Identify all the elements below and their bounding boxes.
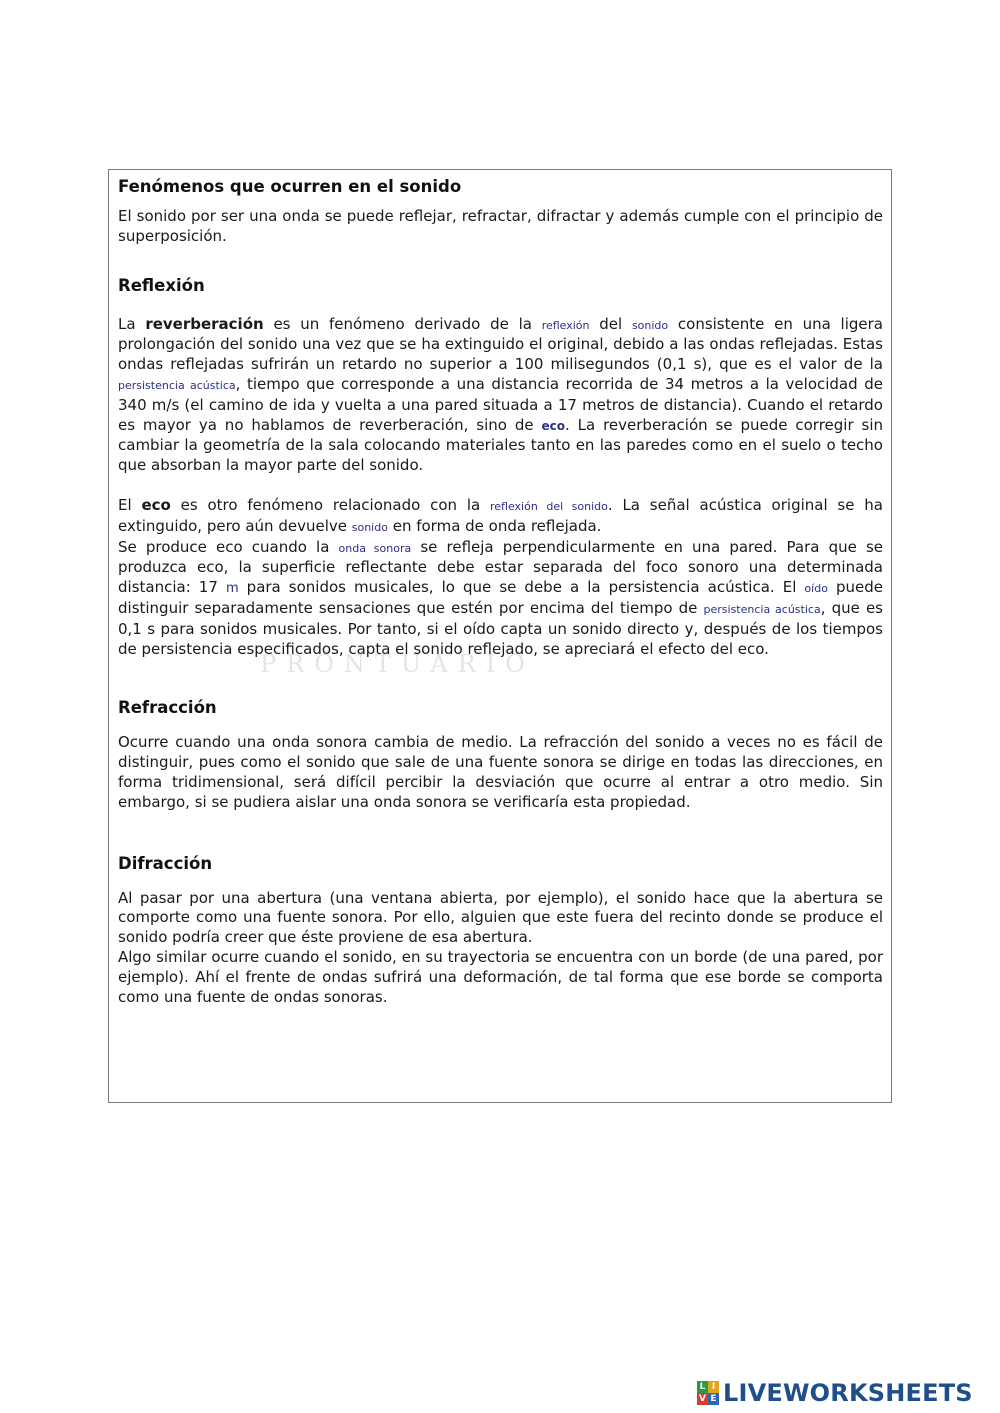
link-oido[interactable]: oído <box>804 582 828 596</box>
liveworksheets-icon <box>697 1381 719 1405</box>
text-span: El <box>118 495 142 514</box>
reflexion-paragraph-2 <box>118 496 883 538</box>
document-box <box>108 169 892 1103</box>
text-span: La <box>118 314 146 333</box>
text-span: consistente en una ligera prolongación del sonido una vez que se ha extinguido el original, debido a las ondas reflejadas. Estas ondas reflejadas sufrirán un retardo no superior a 100 milisegundos (0,1 s), que es el valor de la <box>118 314 883 374</box>
link-m[interactable]: m <box>225 581 239 597</box>
link-persistencia-acustica[interactable]: persistencia acústica <box>118 378 236 392</box>
link-reflexion-del-sonido[interactable]: reflexión del sonido <box>489 499 608 513</box>
difraccion-paragraph-1: Al pasar por una abertura (una ventana abierta, por ejemplo), el sonido hace que la abertura se comporte como una fuente sonora. Por ello, alguien que este fuera del recinto donde se produce el sonido podría creer que éste proviene de esa abertura. <box>118 888 883 947</box>
text-span: . La señal acústica original se ha extinguido, pero aún devuelve <box>118 495 883 535</box>
logo-letter-i: I <box>708 1381 719 1393</box>
heading-refraccion: Refracción <box>118 698 217 718</box>
liveworksheets-logo[interactable] <box>697 1378 973 1408</box>
link-eco[interactable]: eco <box>541 418 565 433</box>
text-span: Se produce eco cuando la <box>118 537 339 556</box>
link-reflexion[interactable]: reflexión <box>541 318 590 332</box>
text-span: se refleja perpendicularmente en una pared. Para que se produzca eco, la superficie reflectante debe estar separada del foco sonoro una determinada distancia: 17 <box>118 537 883 597</box>
reflexion-paragraph-3 <box>118 538 883 660</box>
text-span: es otro fenómeno relacionado con la <box>170 495 490 514</box>
text-span: en forma de onda reflejada. <box>387 516 602 535</box>
text-span: del <box>589 314 632 333</box>
heading-difraccion: Difracción <box>118 853 213 873</box>
text-span: para sonidos musicales, lo que se debe a la persistencia acústica. El <box>238 578 805 597</box>
text-span: puede distinguir separadamente sensaciones que estén por encima del tiempo de <box>118 578 883 617</box>
intro-paragraph: El sonido por ser una onda se puede reflejar, refractar, difractar y además cumple con el principio de superposición. <box>118 207 883 245</box>
logo-letter-l: L <box>697 1381 708 1393</box>
page-title: Fenómenos que ocurren en el sonido <box>118 177 462 196</box>
reflexion-paragraph-1 <box>118 315 883 476</box>
brand-name: LIVEWORKSHEETS <box>723 1379 973 1407</box>
heading-reflexion: Reflexión <box>118 275 205 295</box>
logo-letter-e: E <box>708 1393 719 1405</box>
difraccion-paragraph-2: Algo similar ocurre cuando el sonido, en su trayectoria se encuentra con un borde (de una pared, por ejemplo). Ahí el frente de ondas sufrirá una deformación, de tal forma que ese borde se comporta como una fuente de ondas sonoras. <box>118 947 883 1006</box>
link-sonido[interactable]: sonido <box>631 318 669 332</box>
text-span: , tiempo que corresponde a una distancia recorrida de 34 metros a la velocidad de 340 m/s (el camino de ida y vuelta a una pared situada a 17 metros de distancia). Cuando el retardo es mayor ya no hablamos de reverberación, sino de <box>118 374 883 434</box>
link-onda-sonora[interactable]: onda sonora <box>338 541 412 555</box>
text-span: . La reverberación se puede corregir sin cambiar la geometría de la sala colocando materiales tanto en las paredes como en el suelo o techo que absorban la mayor parte del sonido. <box>118 415 883 475</box>
refraccion-paragraph: Ocurre cuando una onda sonora cambia de medio. La refracción del sonido a veces no es fácil de distinguir, pues como el sonido que sale de una fuente sonora se dirige en todas las direcciones, en forma tridimensional, será difícil percibir la desviación que ocurre al entrar a otro medio. Sin embargo, si se pudiera aislar una onda sonora se verificaría esta propiedad. <box>118 733 883 811</box>
text-span: , que es 0,1 s para sonidos musicales. Por tanto, si el oído capta un sonido directo y, después de los tiempos de persistencia especificados, capta el sonido reflejado, se apreciará el efecto del eco. <box>118 598 883 658</box>
keyword-eco: eco <box>141 495 171 514</box>
link-sonido[interactable]: sonido <box>351 520 388 534</box>
logo-letter-v: V <box>697 1393 708 1405</box>
link-persistencia-acustica[interactable]: persistencia acústica <box>703 602 821 616</box>
watermark: PRONTUARIO <box>260 650 535 678</box>
keyword-reverberacion: reverberación <box>145 314 264 333</box>
text-span: es un fenómeno derivado de la <box>263 314 542 333</box>
